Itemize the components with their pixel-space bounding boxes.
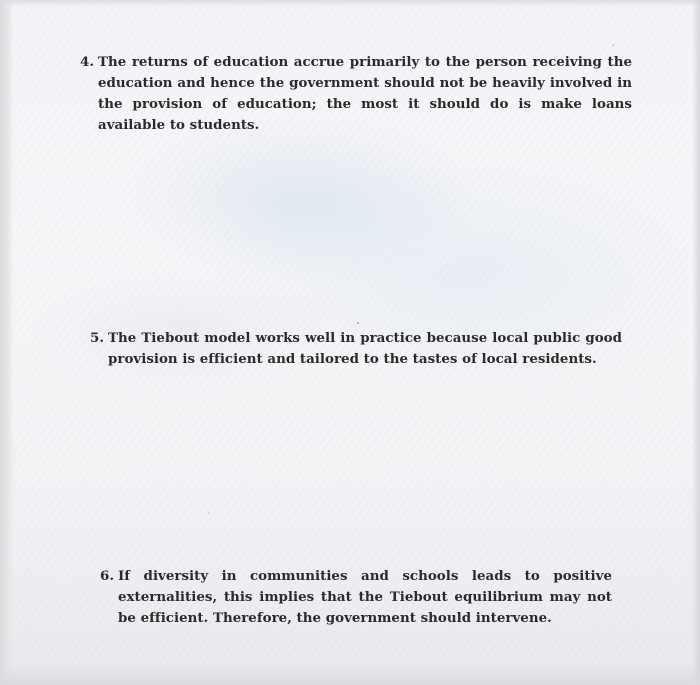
paper-left-edge-shadow: [0, 0, 14, 685]
question-4: [80, 52, 632, 136]
question-number: 6.: [100, 568, 115, 584]
paper-speck: [208, 512, 210, 514]
paper-top-edge-shadow: [0, 0, 700, 6]
paper-speck: [357, 322, 359, 324]
question-number: 4.: [80, 54, 95, 70]
question-number: 5.: [90, 330, 105, 346]
paper-speck: [612, 44, 614, 46]
paper-right-edge-shadow: [692, 0, 700, 685]
question-5: [90, 328, 622, 370]
question-6: [100, 566, 612, 629]
question-text: The returns of education accrue primarily to the person receiving the education and hence the government should not be heavily involved in the provision of education; the most it should do is make loans available to students.: [98, 54, 632, 133]
paper-bottom-edge-shadow: [0, 663, 700, 685]
question-text: The Tiebout model works well in practice because local public good provision is efficient and tailored to the tastes of local residents.: [108, 330, 622, 367]
question-text: If diversity in communities and schools leads to positive externalities, this implies that the Tiebout equilibrium may not be efficient. Therefore, the government should intervene.: [118, 568, 612, 626]
